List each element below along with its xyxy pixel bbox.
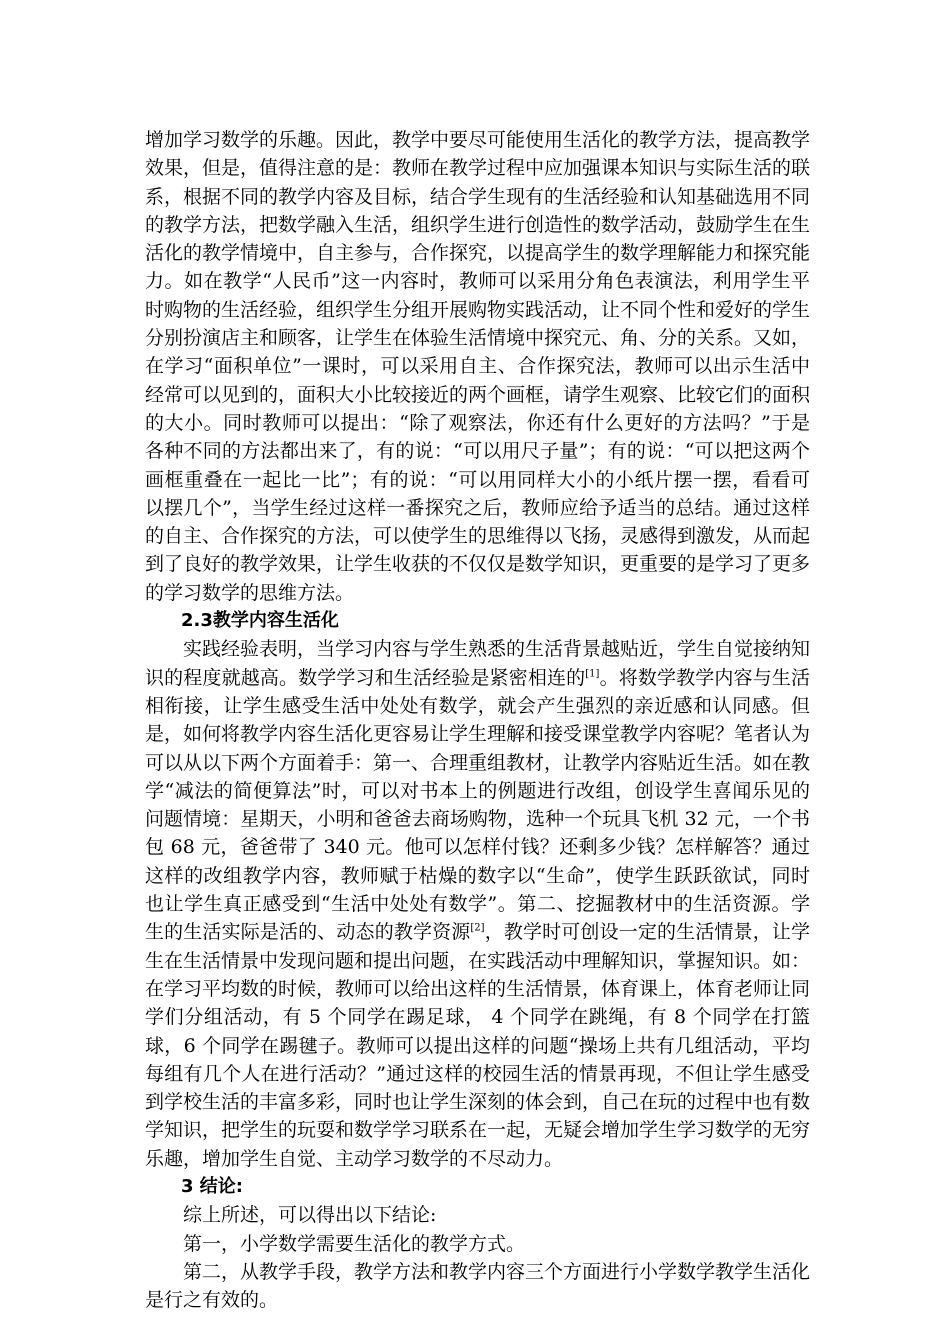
paragraph-conclusion-second: 第二，从教学手段，教学方法和教学内容三个方面进行小学数学教学生活化是行之有效的。	[145, 1260, 811, 1312]
document-page	[145, 126, 810, 1314]
paragraph-text: 。将数学教学内容与生活相衔接，让学生感受生活中处处有数学，就会产生强烈的亲近感和认同感。但是，如何将教学内容生活化更容易让学生理解和接受课堂教学内容呢？笔者认为可以从以下两个方面着手：第一、合理重组教材，让教学内容贴近生活。如在教学“减法的简便算法”时，可以对书本上的例题进行改组，创设学生喜闻乐见的问题情境：星期天，小明和爸爸去商场购物，选种一个玩具飞机 32 元，一个书包 68 元，爸爸带了 340 元。他可以怎样付钱？还剩多少钱？怎样解答？通过这样的改组教学内容，教师赋于枯燥的数字以“生命”，使学生跃跃欲试，同时也让学生真正感受到“生活中处处有数学”。第二、挖掘教材中的生活资源。学生的生活实际是活的、动态的教学资源	[145, 666, 811, 944]
paragraph-conclusion-first: 第一，小学数学需要生活化的教学方式。	[183, 1232, 526, 1255]
paragraph-content-life	[145, 635, 810, 1173]
citation-ref-1: [1]	[585, 668, 600, 680]
citation-ref-2: [2]	[470, 922, 485, 934]
section-heading-conclusion: 3 结论:	[181, 1175, 243, 1197]
paragraph-text: 实践经验表明，当学习内容与学生熟悉的生活背景越贴近，学生自觉接纳知识的程度就越高。数学学习和生活经验是紧密相连的	[145, 638, 811, 689]
paragraph-text: ，教学时可创设一定的生活情景，让学生在生活情景中发现问题和提出问题，在实践活动中理解知识，掌握知识。如：在学习平均数的时候，教师可以给出这样的生活情景，体育课上，体育老师让同学们分组活动，有 5 个同学在踢足球， 4 个同学在跳绳，有 8 个同学在打篮球，6 个同学在踢毽子。教师可以提出这样的问题“操场上共有几组活动，平均每组有几个人在进行活动？”通过这样的校园生活的情景再现，不但让学生感受到学校生活的丰富多彩，同时也让学生深刻的体会到，自己在玩的过程中也有数学知识，把学生的玩耍和数学学习联系在一起，无疑会增加学生学习数学的无穷乐趣，增加学生自觉、主动学习数学的不尽动力。	[145, 921, 811, 1170]
section-heading-2-3: 2.3教学内容生活化	[181, 610, 339, 632]
paragraph-conclusion-intro: 综上所述，可以得出以下结论:	[183, 1204, 437, 1227]
paragraph-teaching-methods: 增加学习数学的乐趣。因此，教学中要尽可能使用生活化的教学方法，提高教学效果，但是，值得注意的是：教师在教学过程中应加强课本知识与实际生活的联系，根据不同的教学内容及目标，结合学生现有的生活经验和认知基础选用不同的教学方法，把数学融入生活，组织学生进行创造性的数学活动，鼓励学生在生活化的教学情境中，自主参与，合作探究，以提高学生的数学理解能力和探究能力。如在教学“人民币”这一内容时，教师可以采用分角色表演法，利用学生平时购物的生活经验，组织学生分组开展购物实践活动，让不同个性和爱好的学生分别扮演店主和顾客，让学生在体验生活情境中探究元、角、分的关系。又如，在学习“面积单位”一课时，可以采用自主、合作探究法，教师可以出示生活中经常可以见到的，面积大小比较接近的两个画框，请学生观察、比较它们的面积的大小。同时教师可以提出：“除了观察法，你还有什么更好的方法吗？”于是各种不同的方法都出来了，有的说：“可以用尺子量”；有的说：“可以把这两个画框重叠在一起比一比”；有的说：“可以用同样大小的小纸片摆一摆，看看可以摆几个”，当学生经过这样一番探究之后，教师应给予适当的总结。通过这样的自主、合作探究的方法，可以使学生的思维得以飞扬，灵感得到激发，从而起到了良好的教学效果，让学生收获的不仅仅是数学知识，更重要的是学习了更多的学习数学的思维方法。	[145, 129, 811, 604]
